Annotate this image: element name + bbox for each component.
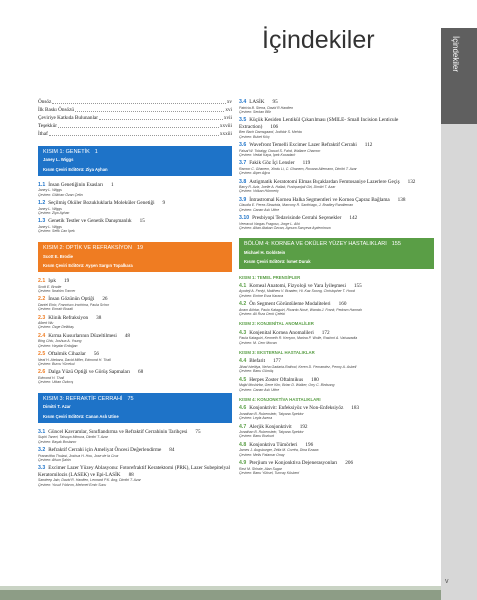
chapter-number: 4.4 [239,358,247,365]
front-matter-item[interactable] [38,99,232,106]
chapter-number: 2.5 [38,351,46,357]
chapter-page: 106 [270,123,279,130]
part-label: BÖLÜM 4: KORNEA VE OKÜLER YÜZEY HASTALIKLARI [244,241,387,248]
part-label: KISIM 1: GENETİK [43,148,90,155]
chapter-item[interactable] [239,142,434,157]
side-tab [441,28,477,124]
chapter-item[interactable] [38,315,232,330]
chapter-item[interactable] [239,117,434,139]
chapter-title: Blefarit [249,358,266,365]
chapter-number: 4.8 [239,441,247,448]
part-header-1[interactable] [38,146,232,176]
chapter-title: LASİK [249,99,265,105]
chapter-translator: Çeviren: Banu Gümüş [239,369,274,374]
chapter-title: Refraktif Cerrahi için Ameliyat Öncesi Değerlendirme [48,447,162,454]
chapter-number: 2.4 [38,332,46,339]
chapter-authors: Patricia B. Sierra, David R.Hardten [239,105,294,110]
chapter-title: Işık [48,278,56,284]
chapter-title: Korneal Anatomi, Fizyoloji ve Yara İyileşmesi [249,282,346,289]
chapter-authors: James J. Augsburger, Zélia M. Corrêa, Dina Ezawa [239,448,319,453]
chapter-page: 138 [397,196,406,203]
chapter-authors: Suphi Taneri, Tatsuya Mimura, Dimitri T. Azar [38,435,108,440]
side-strip [441,124,477,600]
chapter-item[interactable] [239,179,434,194]
chapter-title: Fakik Göz İçi Lensler [249,160,295,167]
chapter-number: 3.2 [38,447,46,454]
dot-leader [52,99,226,104]
chapter-translator: Çeviren: Emrah Bozali [38,307,73,312]
chapter-translator: Çeviren: Gökhan Özan Çetin [38,192,83,197]
chapter-page: 192 [299,423,308,430]
chapter-translator: Çeviren: Afsun Şahin [38,458,71,462]
chapter-page: 38 [96,314,102,321]
toc-right-column [239,99,434,478]
chapter-item[interactable] [38,182,232,197]
chapter-translator: Çeviren: Yusuf Yıldırım, Mehmet Emin Sucu [38,482,107,487]
chapter-authors: Claudia E. Perez-Straziota, Marcony R. Santhiago, J. Bradley Randleman [239,203,354,208]
section-header: KISIM 4: KONJONKTİVA HASTALIKLARI [239,396,321,402]
chapter-number: 4.7 [239,423,247,430]
chapter-translator: Çeviren: Buket Kılıç [239,134,270,139]
chapter-number: 4.2 [239,301,247,308]
chapter-authors: Bing Chiu, Joshua A. Young [38,339,82,344]
front-matter-page: xxviii [219,123,232,129]
chapter-item[interactable] [38,218,232,233]
front-matter-title: İlk Baskı Önsözü [38,107,75,113]
chapter-number: 2.3 [38,314,46,321]
chapter-title: Oftalmik Cihazlar [48,351,86,357]
chapter-page: 84 [169,447,175,454]
chapter-title: Seçilmiş Oküler Bozukluklarla Moleküler Genetiği [48,200,155,207]
front-matter-item[interactable] [38,115,232,122]
chapter-number: 4.1 [239,282,247,289]
chapter-number: 3.8 [239,178,247,185]
chapter-translator: Çeviren: Banu Yüksel, Tuncay Küsbeci [239,470,300,475]
part-author: Scott E. Brodie [43,253,74,259]
chapter-translator: Çeviren: Ziya Ayhan [38,211,70,215]
chapter-item[interactable] [239,442,434,457]
chapter-authors: Paula Kataguiri, Kenneth R. Kenyon, Marina P. Wolle, Rashmi A. Vaisavadia [239,336,358,341]
chapter-authors: Ravi M. Shhaie, Alan Sugar [239,466,282,471]
chapter-authors: Albert Wu [38,321,54,325]
chapter-translator: Çeviren: Leyla Asena [239,416,273,421]
chapter-number: 3.3 [38,465,46,472]
front-matter-page: xvii [223,115,232,121]
front-matter-title: Teşekkür [38,123,57,129]
dot-leader [49,131,219,136]
chapter-page: 172 [321,329,330,336]
chapter-title: Excimer Lazer Yüzey Ablasyonu: Fotorefraktif Keratektomi (PRK), Lazer Subepitelyal Keratomilozis (LASEK) ve Epi-LASİK [38,465,230,478]
chapter-title: İntrastromal Kornea Halka Segmentleri ve Kornea Çapraz Bağlama [249,196,390,203]
chapter-authors: Anam Akhtar, Paulo Kataguiri, Ricardo Nosé, Wanda J. Frank, Pedram Hamrah [239,307,362,312]
bottom-strip [0,590,441,600]
chapter-translator: Çeviren: M. Cem Mocan [239,340,277,345]
chapter-title: Astigmatik Keratotomi Elmas Bıçaklardan Femtosaniye Lazerlere Geçiş [249,178,400,185]
chapter-authors: Majid Moshirfar, Gene Kim, Brian D. Walker, Orry C. Birdsong [239,383,335,388]
chapter-page: 1 [110,181,114,188]
chapter-title: Wavefront Temelli Excimer Lazer Refraktif Cerrahi [249,142,357,148]
front-matter-title: Çeviriye Katkıda Bulunanlar [38,115,98,121]
chapter-item[interactable] [38,465,232,487]
chapter-authors: Sandeep Jain, David R. Hardten, Leonard P.K. Ang, Dimitri T. Azar [38,478,141,483]
chapter-number: 3.10 [239,215,250,221]
chapter-number: 4.5 [239,376,247,383]
front-matter-page: xvi [225,107,232,113]
part-author: Janey L. Wiggs [43,157,74,163]
part4-chapter-list [239,275,434,476]
chapter-authors: Jonathan B. Rubenstein, Tatyana Spektor [239,430,304,435]
chapter-title: Konjonktiva Tümörleri [249,441,298,448]
chapter-page: 119 [302,160,311,167]
part-label: KISIM 2: OPTİK VE REFRAKSİYON [43,244,132,251]
chapter-translator: Çeviren: Melis Palamar Onay [239,452,285,457]
chapter-authors: Janey L. Wiggs [38,224,62,229]
chapter-translator: Çeviren: Altan Atakan Özcan, Aynura Sarıyeva Aydemirova [239,225,331,230]
chapter-page: 206 [345,460,354,467]
chapter-title: Herpes Zoster Oftalmikus [249,376,304,383]
chapter-title: Genetik Testler ve Genetik Danışmanlık [48,218,132,225]
chapter-authors: Jonathan B. Rubenstein, Tatyana Spektor [239,411,304,416]
chapter-translator: Çeviren: Özge Deliktaş [38,325,74,330]
chapter-page: 177 [273,358,281,365]
chapter-translator: Çeviren: Emine Esra Karaca [239,293,284,298]
part-editor: Kısım Çeviri Editörü: Canan Aslı Utine [43,413,119,419]
part-page: 1 [94,148,98,155]
chapter-number: 1.1 [38,181,46,188]
chapter-number: 3.5 [239,117,247,124]
chapter-number: 2.2 [38,296,46,303]
chapter-page: 196 [305,441,314,448]
part-editor: Kısım Çeviri Editörü: Ayşen Sargın Topalkara [43,262,133,268]
chapter-translator: Çeviren: Utkan Özkırış [38,380,74,385]
part-header-2[interactable] [38,242,232,272]
part-author: Dimitri T. Azar [43,404,71,410]
chapter-title: Kırma Kusurlarının Düzeltilmesi [48,332,117,339]
chapter-translator: Çeviren: Banu Bozkurt [239,434,275,439]
chapter-authors: Pranavitha Thulasi, Joshua H. Hou, Jose de la Cruz [38,453,119,458]
chapter-page: 9 [162,200,166,207]
part-header-4[interactable] [239,238,434,268]
chapter-title: İnsan Gözünün Optiği [48,296,95,303]
chapter-item[interactable] [38,278,232,293]
chapter-item[interactable] [239,197,434,212]
chapter-page: 112 [364,142,373,148]
chapter-title: Alerjik Konjonktivit [249,423,292,430]
chapter-translator: Çeviren: Burcu Yücekul [38,361,75,366]
front-matter-page: xxxiii [219,131,232,137]
chapter-page: 155 [353,282,362,289]
chapter-translator: Çeviren: Alper Ağca [239,171,270,176]
front-matter-list [38,99,232,138]
chapter-item[interactable] [239,215,434,230]
chapter-title: Ön Segment Görüntüleme Modaliteleri [249,301,331,308]
chapter-translator: Çeviren: Sefik Can İpek [38,229,75,234]
chapter-authors: Neal H. Atebara, David Miller, Edmond H. Thall [38,357,111,362]
chapter-page: 68 [138,369,144,376]
chapter-page: 183 [351,405,360,412]
chapter-item[interactable] [239,160,434,175]
chapter-page: 26 [102,296,108,303]
chapter-number: 1.3 [38,218,46,225]
chapter-title: Konjenital Kornea Anomalileri [249,329,314,336]
chapter-number: 3.7 [239,160,247,167]
page-title: İçindekiler [262,26,375,54]
part-editor: Kısım Çeviri Editörü: İsmet Durak [244,259,311,265]
chapter-item[interactable] [38,333,232,348]
chapter-translator: Çeviren: Canan Aslı Utine [239,387,280,392]
part-page: 75 [127,395,134,402]
chapter-page: 75 [195,428,201,435]
chapter-title: İnsan Genetiğinin Esasları [48,181,103,188]
front-matter-item[interactable] [38,107,232,114]
dot-leader [75,107,224,112]
chapter-item[interactable] [239,301,434,316]
chapter-translator: Çeviren: Vedat Kaya, İpek Kocadarlı [239,152,296,157]
chapter-item[interactable] [38,200,232,215]
chapter-page: 132 [407,178,416,185]
chapter-title: Klinik Refraksiyon [48,314,89,321]
chapter-title: Dalga Yüzü Optiği ve Görüş Sapmaları [48,369,130,376]
chapter-item[interactable] [239,283,434,298]
chapter-translator: Çeviren: Volkan Hürmeriç [239,189,279,194]
chapter-item[interactable] [239,358,434,373]
chapter-authors: Jihad Isteitiya, Neha Gadaria-Rathod, Keren D. Fernandez, Penny A. Asbell [239,364,357,369]
chapter-title: Pterjium ve Konjonktiva Dejenerasyonları [249,460,338,467]
part-editor: Kısım Çeviri Editörü: Ziya Ayhan [43,166,108,172]
part-page: 19 [136,244,144,251]
chapter-authors: Janey L. Wiggs [38,206,62,211]
chapter-number: 1.2 [38,200,46,207]
chapter-page: 160 [338,301,347,308]
chapter-page: 180 [311,376,319,383]
chapter-item[interactable] [239,330,434,345]
chapter-authors: Daniel Elnic, Francisco Irochima, Paula Schor [38,302,110,307]
chapter-item[interactable] [38,447,232,462]
chapter-item[interactable] [38,296,232,311]
front-matter-title: İthaf [38,131,48,137]
part3-chapter-list-a [38,429,232,487]
chapter-item[interactable] [239,424,434,439]
dot-leader [58,123,219,128]
part1-chapter-list [38,182,232,234]
chapter-authors: Faisal W. Tobaigy, Daoud S. Fahd, Wallace Chamon [239,148,321,153]
chapter-number: 4.6 [239,405,247,412]
dot-leader [99,115,223,120]
chapter-item[interactable] [38,351,232,366]
chapter-number: 3.6 [239,142,247,148]
chapter-item[interactable] [38,369,232,384]
part-header-3[interactable] [38,393,232,423]
part3-chapter-list-b [239,99,434,230]
part-label: KISIM 3: REFRAKTİF CERRAHİ [43,395,123,402]
chapter-page: 142 [349,215,358,221]
chapter-title: Küçük Kesiden Lentikül Çıkarılması (SMILE- Small Incision Lenticule Extraction) [239,117,399,130]
chapter-title: Presbiyopi Tedavisinde Cerrahi Seçenekler [252,215,342,221]
chapter-item[interactable] [239,99,434,114]
chapter-translator: Çeviren: Ali Rıza Cenk Çelebi [239,312,285,317]
chapter-authors: Scott E. Brodie [38,284,62,289]
chapter-title: Konjonktivit: Enfeksiyöz ve Non-Enfeksiyöz [249,405,344,412]
chapter-page: 48 [124,332,130,339]
section-header: KISIM 3: EKSTERNAL HASTALIKLAR [239,350,315,356]
chapter-item[interactable] [38,429,232,444]
chapter-authors: Janey L. Wiggs [38,188,62,193]
chapter-translator: Çeviren: Haydar Erdoğan [38,343,78,348]
chapter-translator: Çeviren: Canan Aslı Utine [239,207,280,212]
chapter-item[interactable] [239,377,434,392]
chapter-page: 56 [93,351,100,357]
chapter-number: 2.1 [38,278,46,284]
chapter-number: 2.6 [38,369,46,376]
chapter-page: 19 [64,278,70,284]
chapter-authors: Barry R. Aziz, Joelle A. Hallak, Pushpanjali Giri, Dimitri T. Azar [239,185,336,189]
chapter-number: 3.9 [239,196,247,203]
part-author: Michael H. Goldstein [244,250,286,256]
part2-chapter-list [38,278,232,385]
chapter-authors: Ramon C. Ghanem, Xindu Li, C. Ghanem, Roxana Allemann, Dimitri T. Azar [239,166,357,171]
chapter-item[interactable] [239,460,434,475]
front-matter-page: xv [226,99,232,105]
chapter-number: 3.4 [239,99,247,105]
chapter-page: 95 [272,99,278,105]
side-tab-label: İçindekiler [451,36,460,73]
chapter-translator: Çeviren: İbrahim Toncer [38,288,76,293]
toc-left-column [38,99,232,490]
front-matter-title: Önsöz [38,99,52,105]
chapter-translator: Çeviren: Serkan Bilir [239,109,271,114]
chapter-number: 4.9 [239,460,247,467]
page-number: v [445,578,449,585]
front-matter-item[interactable] [38,131,232,138]
chapter-item[interactable] [239,405,434,420]
chapter-authors: Ayodeji A. Feniyi, Matthew V. Braaten, Hi. Kaz Soong, Christopher T. Hood [239,289,355,294]
chapter-page: 15 [139,218,145,225]
chapter-authors: Veeravut Vargas Fragoso, Jorge L. Alió [239,221,300,226]
chapter-translator: Çeviren: Başak Bostancı [38,439,77,444]
chapter-authors: Edmond H. Thall [38,375,65,380]
chapter-title: Güncel Kavramlar, Sınıflandırma ve Refraktif Cerrahinin Tarihçesi [48,428,188,435]
section-header: KISIM 2: KONJENİTAL ANOMALİLER [239,321,314,327]
chapter-number: 3.1 [38,428,46,435]
chapter-authors: Ben Bach Damsgaard, Jodhbir S. Mehta [239,130,302,135]
chapter-page: 88 [128,471,134,478]
chapter-number: 4.3 [239,329,247,336]
part-page: 155 [391,241,401,248]
section-header: KISIM 1: TEMEL PRENSİPLER [239,274,301,280]
front-matter-item[interactable] [38,123,232,130]
